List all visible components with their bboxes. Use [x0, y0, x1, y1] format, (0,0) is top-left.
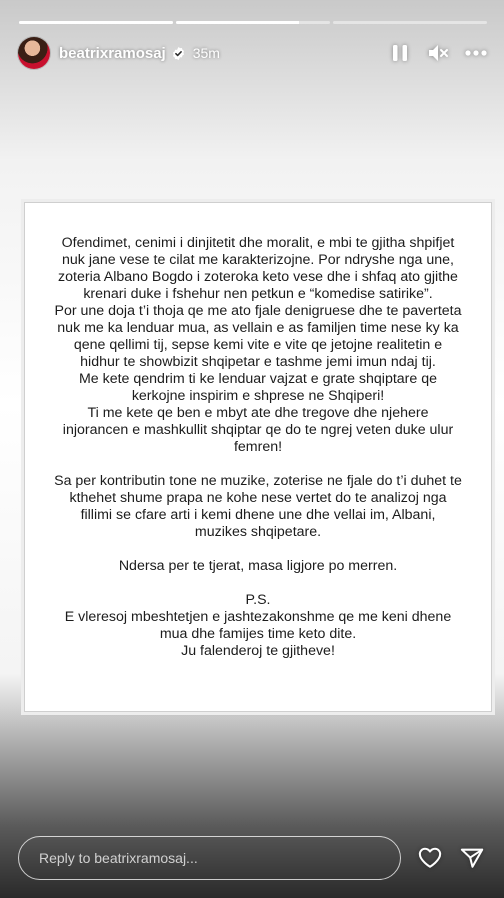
send-icon — [460, 846, 484, 870]
pause-button[interactable] — [388, 41, 412, 65]
story-controls — [388, 41, 488, 65]
statement-paragraph: E vleresoj mbeshtetjen e jashtezakonshme qe me keni dhene mua dhe famijes time keto dite. — [64, 609, 452, 642]
statement-paragraph: Ju falenderoj te gjitheve! — [181, 643, 335, 659]
story-header — [18, 36, 488, 70]
avatar[interactable] — [18, 37, 50, 69]
story-footer — [18, 835, 484, 881]
story-progress — [19, 21, 487, 24]
statement-paragraph: Ti me kete qe ben e mbyt ate dhe tregove dhe njehere injorancen e mashkullit shqiptar qe do te ngrej veten duke ulur femren! — [62, 405, 454, 455]
paragraph-spacer — [53, 575, 463, 592]
progress-segment — [176, 21, 330, 24]
username[interactable]: beatrixramosaj — [59, 44, 166, 62]
paragraph-spacer — [53, 456, 463, 473]
statement-text — [53, 235, 463, 660]
statement-card — [24, 202, 492, 712]
statement-paragraph: Sa per kontributin tone ne muzike, zoterise ne fjale do t’i duhet te kthehet shume prapa ne kohe nese vertet do te analizoj nga fillimi se cfare arti i kemi dhene une dhe vellai im, Albani, muzikes shqipetare. — [54, 473, 462, 540]
mute-button[interactable] — [426, 41, 450, 65]
pause-icon — [392, 44, 408, 62]
heart-icon — [418, 846, 442, 870]
progress-segment — [19, 21, 173, 24]
like-button[interactable] — [418, 846, 442, 870]
statement-paragraph: Me kete qendrim ti ke lenduar vajzat e grate shqiptare qe kerkojne inspirim e shprese ne Shqiperi! — [78, 371, 438, 404]
statement-paragraph: Ndersa per te tjerat, masa ligjore po merren. — [118, 558, 398, 574]
footer-actions — [418, 846, 484, 870]
more-options-icon — [465, 50, 487, 56]
verified-badge-icon — [171, 46, 186, 61]
statement-paragraph: Por une doja t’i thoja qe me ato fjale denigruese dhe te paverteta nuk me ka lenduar mua, as vellain e as familjen time nese ky ka qene qellimi tij, sepse kemi vite e vite qe jetojne realitetin e hidhur te showbizit shqipetar e tashme jemi imun ndaj tij. — [54, 303, 462, 370]
speaker-muted-icon — [427, 43, 449, 63]
share-button[interactable] — [460, 846, 484, 870]
statement-postscript-label: P.S. — [245, 592, 271, 608]
progress-fill — [176, 21, 299, 24]
reply-input[interactable] — [18, 836, 401, 880]
story-timestamp: 35m — [192, 45, 220, 61]
more-options-button[interactable] — [464, 41, 488, 65]
paragraph-spacer — [53, 541, 463, 558]
progress-segment — [333, 21, 487, 24]
statement-paragraph: Ofendimet, cenimi i dinjitetit dhe moralit, e mbi te gjitha shpifjet nuk jane vese te cilat me karakterizojne. Por ndryshe nga une, zoteria Albano Bogdo i zoteroka keto vese dhe i shfaq ato gjithe krenari duke i fshehur nen petkun e “komedise satirike”. — [58, 235, 458, 302]
progress-fill — [19, 21, 173, 24]
